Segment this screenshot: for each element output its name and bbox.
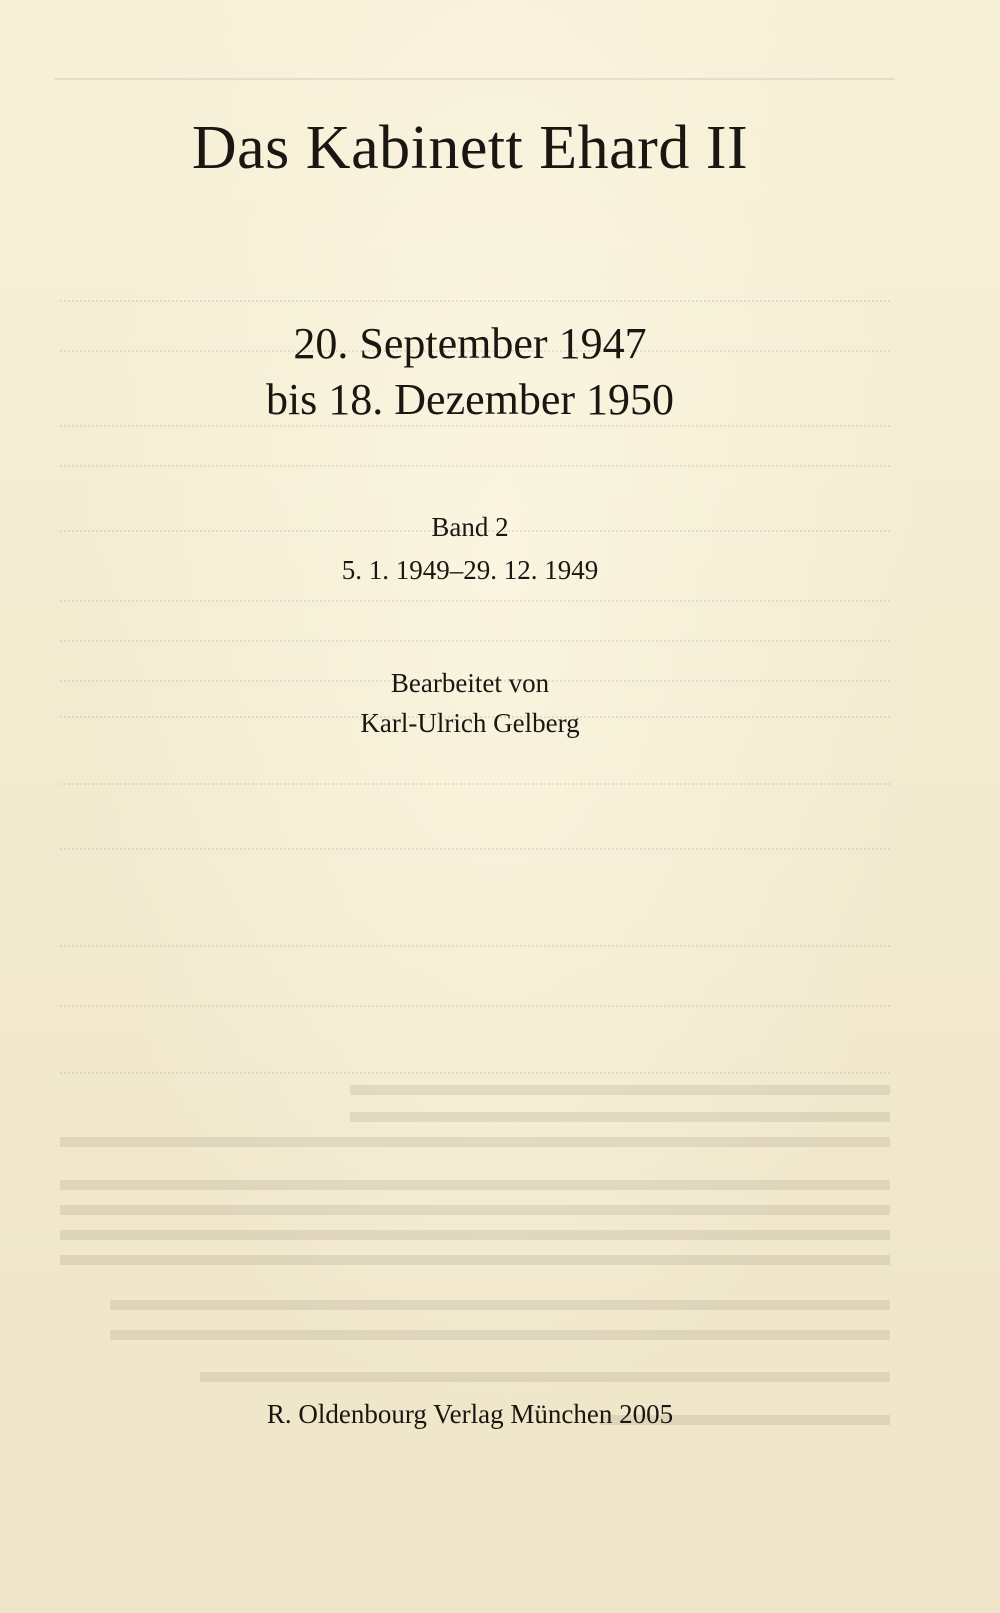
cabinet-period — [0, 316, 940, 428]
show-through-block — [110, 1300, 890, 1310]
show-through-block — [60, 1255, 890, 1265]
show-through-block — [110, 1330, 890, 1340]
show-through-block — [60, 1230, 890, 1240]
volume-dates: 5. 1. 1949–29. 12. 1949 — [341, 555, 599, 585]
show-through-line — [60, 1072, 890, 1074]
editor-name: Karl-Ulrich Gelberg — [360, 708, 580, 738]
show-through-line — [60, 1005, 890, 1007]
show-through-line — [60, 640, 890, 642]
volume-label: Band 2 — [431, 512, 509, 542]
show-through-line — [60, 300, 890, 302]
editor-label: Bearbeitet von — [390, 668, 550, 698]
period-end: bis 18. Dezember 1950 — [265, 375, 675, 424]
show-through-block — [350, 1112, 890, 1122]
show-through-block — [60, 1205, 890, 1215]
show-through-line — [60, 945, 890, 947]
show-through-block — [60, 1137, 890, 1147]
publisher-imprint: R. Oldenbourg Verlag München 2005 — [266, 1399, 674, 1429]
show-through-block — [350, 1085, 890, 1095]
book-title: Das Kabinett Ehard II — [191, 114, 749, 182]
show-through-line — [60, 848, 890, 850]
show-through-block — [200, 1372, 890, 1382]
period-start: 20. September 1947 — [293, 319, 647, 368]
show-through-rule — [55, 78, 895, 80]
show-through-line — [60, 783, 890, 785]
show-through-line — [60, 465, 890, 467]
show-through-line — [60, 600, 890, 602]
show-through-block — [60, 1180, 890, 1190]
